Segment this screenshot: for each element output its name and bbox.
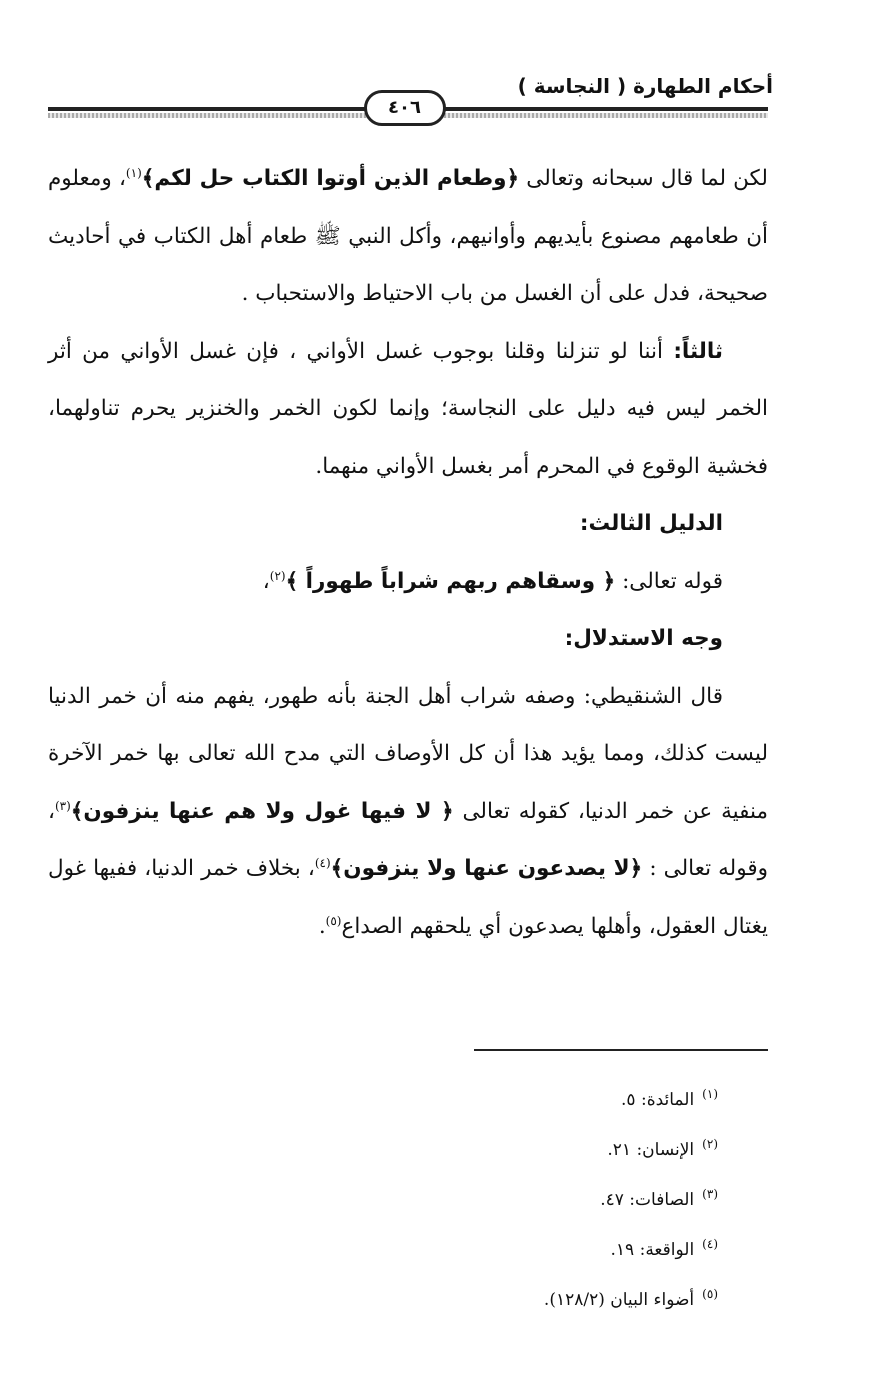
quran-quote: ﴿ وسقاهم ربهم شراباً طهوراً ﴾ xyxy=(285,568,616,594)
footnote-mark: (١) xyxy=(702,1087,718,1101)
footnote-4 xyxy=(318,1222,718,1272)
text-run: ، ومعلوم أن طعامهم مصنوع بأيديهم وأوانيهم، وأكل النبي ﷺ طعام أهل الكتاب في أحاديث صحيحة، فدل على أن الغسل من باب الاحتياط والاستحباب . xyxy=(48,166,768,306)
footnote-1 xyxy=(318,1072,718,1122)
footnote-2 xyxy=(318,1122,718,1172)
footnote-mark: (٤) xyxy=(702,1237,718,1251)
body-text xyxy=(48,150,768,955)
footnote-mark: (٥) xyxy=(702,1287,718,1301)
footnote-ref: (٣) xyxy=(54,798,71,813)
text-run: قال الشنقيطي: وصفه شراب أهل الجنة بأنه طهور، يفهم منه أن خمر الدنيا ليست كذلك، ومما يؤيد هذا أن كل الأوصاف التي مدح الله تعالى بها خمر الآخرة منفية عن خمر الدنيا، كقوله تعالى xyxy=(48,683,769,824)
quran-quote: ﴿لا يصدعون عنها ولا ينزفون﴾ xyxy=(330,856,643,881)
text-run: ، بخلاف خمر الدنيا، ففيها غول يغتال العقول، وأهلها يصدعون أي يلحقهم الصداع xyxy=(48,856,768,939)
running-title: أحكام الطهارة ( النجاسة ) xyxy=(517,74,773,98)
text-run: أننا لو تنزلنا وقلنا بوجوب غسل الأواني ، فإن غسل الأواني من أثر الخمر ليس فيه دليل على النجاسة؛ وإنما لكون الخمر والخنزير يحرم تناولهما، فخشية الوقوع في المحرم أمر بغسل الأواني منهما. xyxy=(48,338,768,479)
page-number: ٤٠٦ xyxy=(364,90,446,126)
footnote-mark: (٣) xyxy=(702,1187,718,1201)
footnote-mark: (٢) xyxy=(702,1137,718,1151)
footnote-ref: (٥) xyxy=(325,913,342,928)
text-run: لكن لما قال سبحانه وتعالى xyxy=(519,166,768,191)
footnote-ref: (٢) xyxy=(269,568,286,583)
footnote-text: الإنسان: ٢١. xyxy=(607,1140,695,1160)
paragraph-3 xyxy=(48,553,768,611)
footnotes xyxy=(318,1072,718,1322)
footnote-3 xyxy=(318,1172,718,1222)
text-run: قوله تعالى: xyxy=(615,568,723,594)
footnote-text: المائدة: ٥. xyxy=(621,1090,695,1110)
footnote-5 xyxy=(318,1272,718,1322)
section-heading-inference xyxy=(48,610,768,668)
quran-quote: ﴿وطعام الذين أوتوا الكتاب حل لكم﴾ xyxy=(141,166,520,191)
quran-quote: ﴿ لا فيها غول ولا هم عنها ينزفون﴾ xyxy=(70,798,454,824)
text-run: . xyxy=(318,913,326,939)
text-run: ، xyxy=(262,568,270,594)
paragraph-2 xyxy=(48,323,768,496)
paragraph-4 xyxy=(48,668,768,956)
footnote-ref: (٤) xyxy=(314,855,331,870)
point-label: ثالثاً: xyxy=(673,338,723,364)
footnote-text: أضواء البيان (١٢٨/٢). xyxy=(543,1290,695,1310)
footnote-text: الواقعة: ١٩. xyxy=(610,1240,695,1260)
footnote-separator xyxy=(474,1049,768,1051)
footnote-text: الصافات: ٤٧. xyxy=(600,1190,695,1210)
heading-text: الدليل الثالث: xyxy=(579,511,723,536)
paragraph-1 xyxy=(48,150,768,323)
heading-text: وجه الاستدلال: xyxy=(564,626,723,651)
section-heading-evidence xyxy=(48,495,768,553)
text-run: ، وقوله تعالى : xyxy=(48,798,768,881)
footnote-ref: (١) xyxy=(125,165,142,180)
